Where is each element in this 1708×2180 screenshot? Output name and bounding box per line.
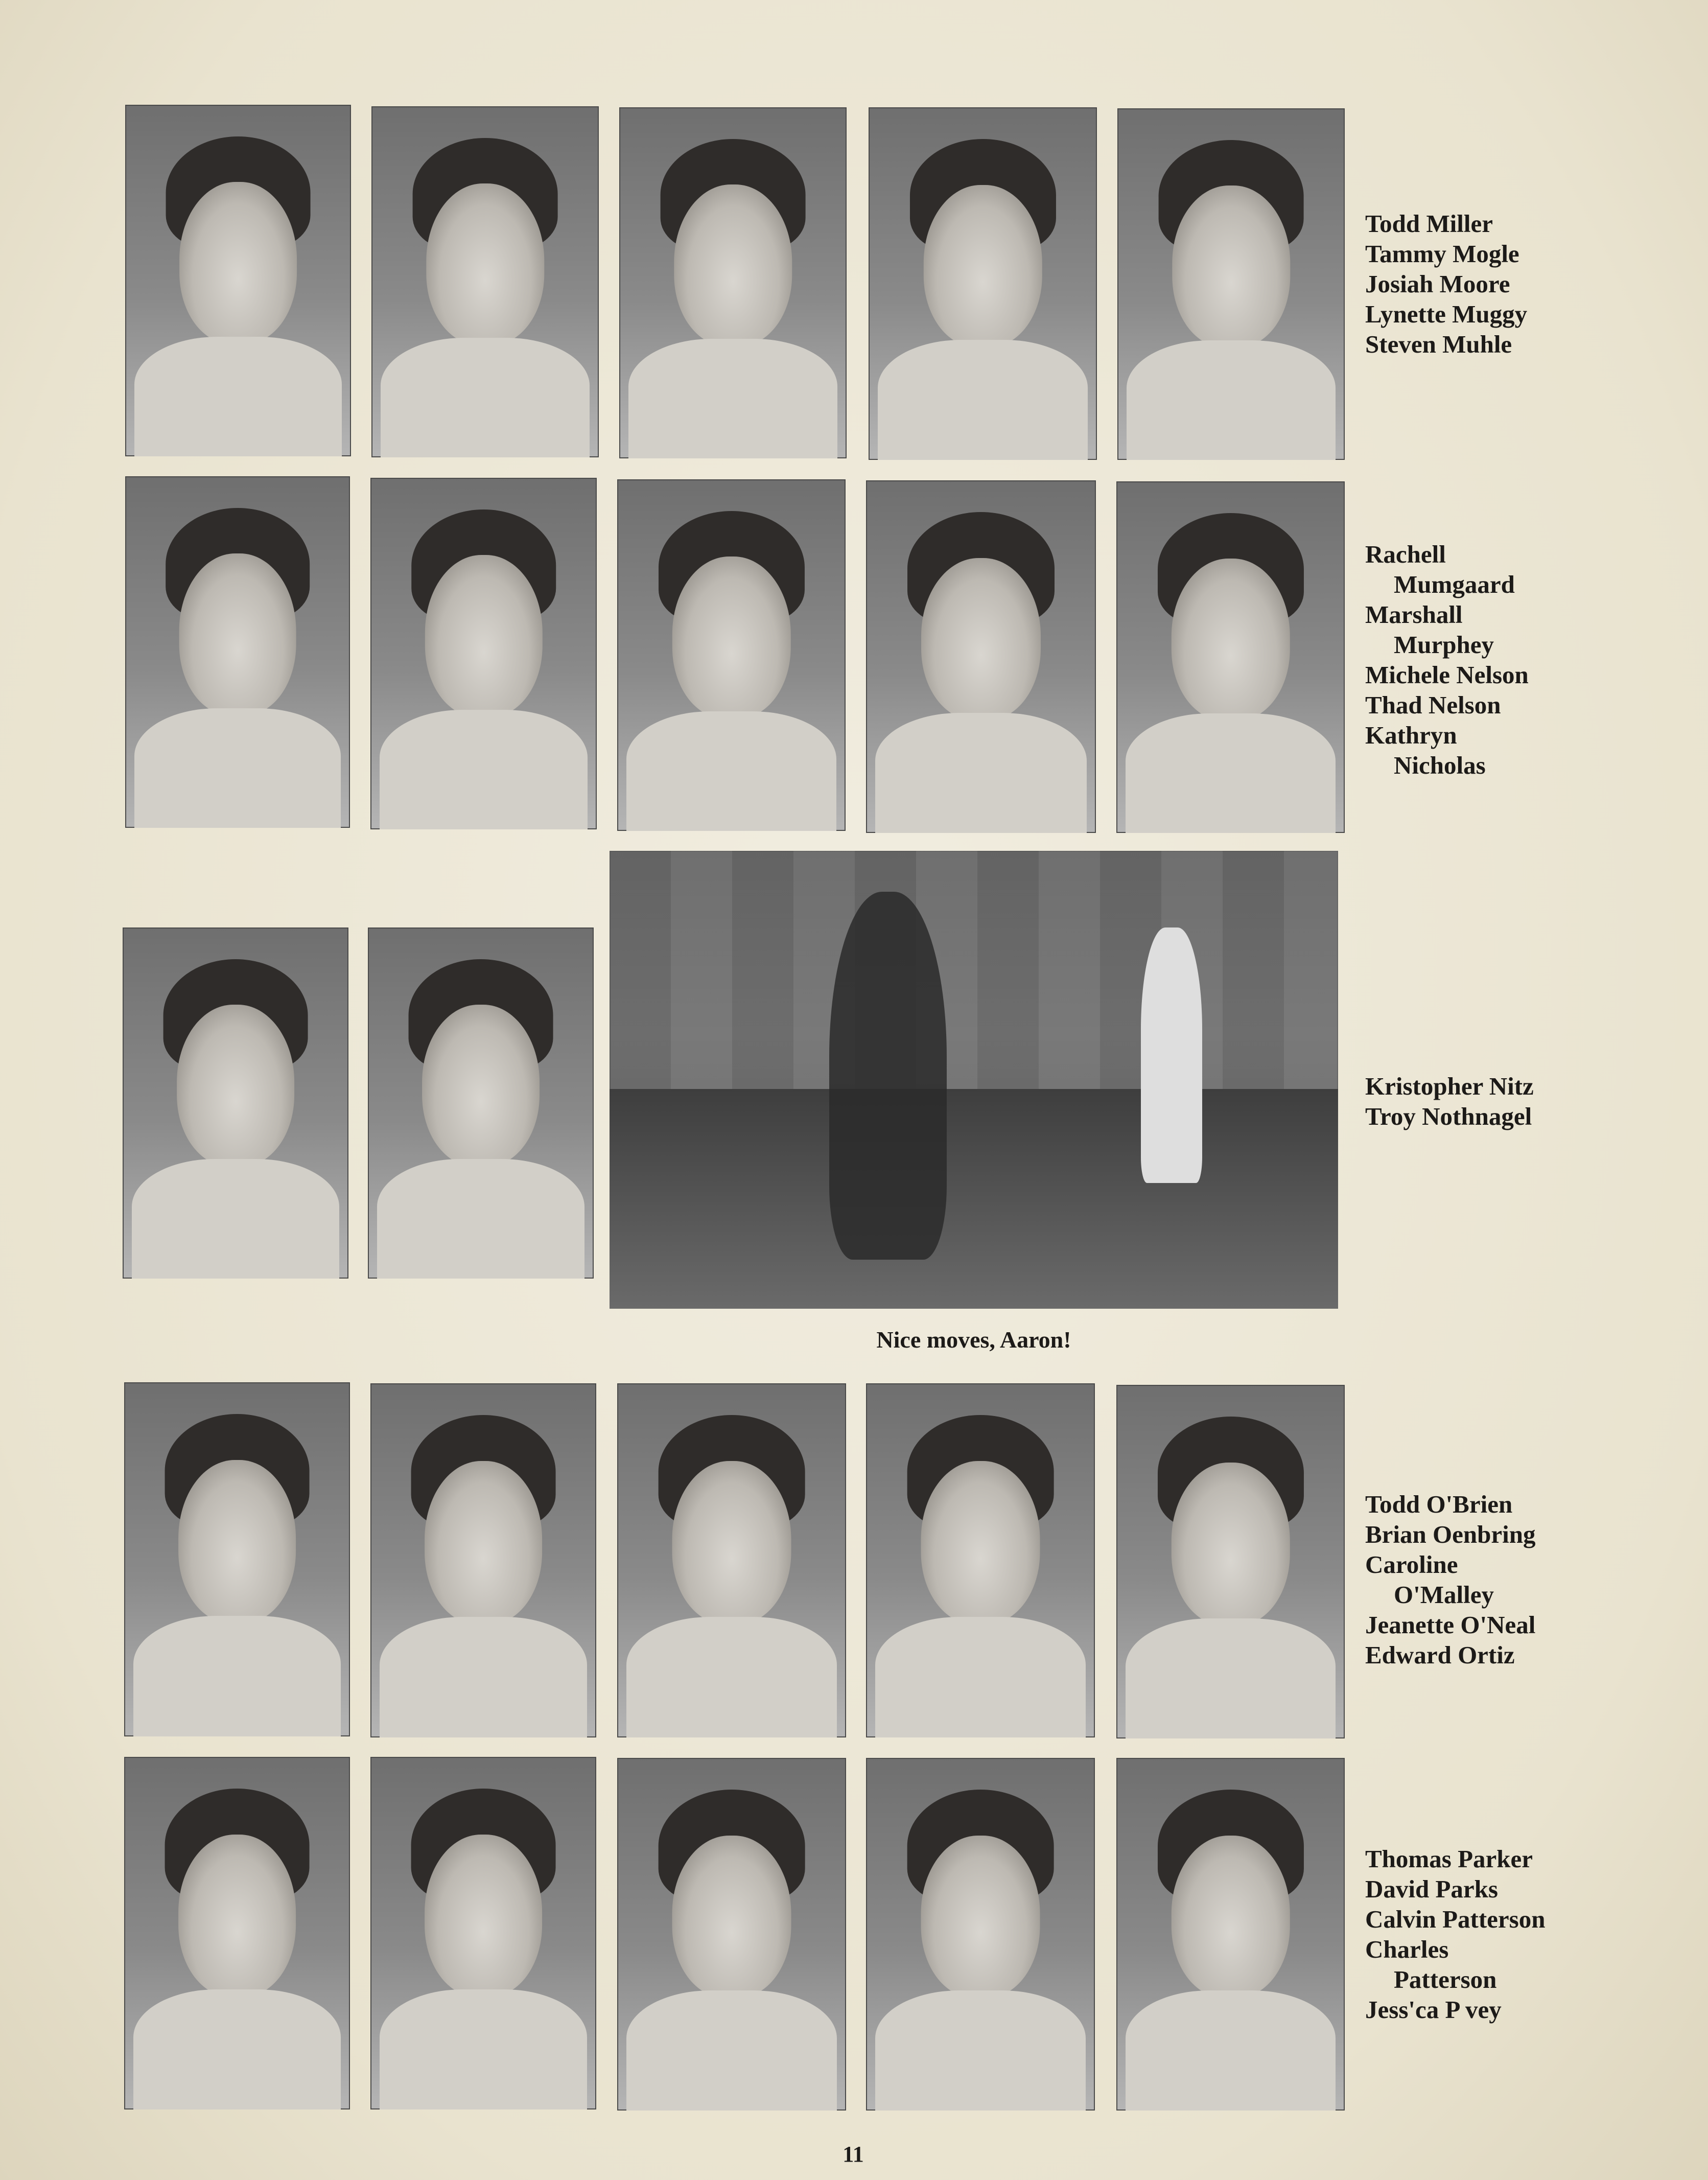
portrait-photo [370, 1757, 596, 2109]
portrait-photo [866, 1758, 1095, 2111]
student-name: David Parks [1365, 1875, 1499, 1903]
name-list [1365, 1844, 1662, 2025]
student-name: Murphey [1394, 631, 1494, 659]
student-name: Michele Nelson [1365, 661, 1529, 689]
student-name: Steven Muhle [1365, 330, 1512, 358]
student-name: Charles [1365, 1935, 1449, 1963]
portrait-photo [1116, 1758, 1345, 2111]
portrait-photo [125, 476, 350, 828]
name-list [1365, 1071, 1662, 1131]
student-name: Jeanette O'Neal [1365, 1611, 1536, 1639]
portrait-photo [370, 1383, 596, 1737]
student-name: Kathryn [1365, 721, 1457, 749]
portrait-photo [866, 480, 1096, 833]
name-list [1365, 539, 1662, 780]
action-photo [610, 851, 1338, 1309]
student-name: Josiah Moore [1365, 270, 1510, 298]
portrait-photo [371, 106, 599, 457]
student-name: Calvin Patterson [1365, 1905, 1546, 1933]
portrait-photo [1117, 108, 1345, 460]
portrait-photo [125, 105, 351, 456]
student-name: Todd O'Brien [1365, 1490, 1513, 1518]
student-name: Edward Ortiz [1365, 1641, 1515, 1669]
student-name: Todd Miller [1365, 210, 1493, 238]
portrait-photo [124, 1757, 350, 2109]
student-name: Mumgaard [1394, 570, 1515, 598]
page-number: 11 [843, 2142, 864, 2167]
portrait-photo [617, 479, 846, 831]
student-name: Brian Oenbring [1365, 1520, 1536, 1548]
portrait-photo [869, 107, 1097, 460]
student-name: Rachell [1365, 540, 1446, 568]
student-name: Thomas Parker [1365, 1845, 1533, 1873]
student-name: Kristopher Nitz [1365, 1072, 1534, 1100]
student-name: Thad Nelson [1365, 691, 1501, 719]
name-list [1365, 208, 1662, 359]
portrait-photo [123, 927, 348, 1279]
student-name: O'Malley [1394, 1581, 1494, 1609]
student-name: Nicholas [1394, 751, 1486, 779]
student-name: Jess'ca P vey [1365, 1996, 1502, 2024]
portrait-photo [619, 107, 847, 458]
student-name: Lynette Muggy [1365, 300, 1528, 328]
portrait-photo [1116, 481, 1345, 833]
student-name: Troy Nothnagel [1365, 1102, 1532, 1130]
student-name: Patterson [1394, 1965, 1497, 1993]
student-name: Tammy Mogle [1365, 240, 1519, 268]
portrait-photo [368, 927, 594, 1279]
student-name: Caroline [1365, 1550, 1458, 1579]
portrait-photo [124, 1382, 350, 1736]
photo-caption: Nice moves, Aaron! [876, 1327, 1071, 1353]
portrait-photo [1116, 1385, 1345, 1738]
portrait-photo [370, 478, 597, 829]
student-name: Marshall [1365, 600, 1463, 629]
portrait-photo [617, 1383, 846, 1737]
name-list [1365, 1489, 1662, 1670]
portrait-photo [866, 1383, 1095, 1737]
portrait-photo [617, 1758, 846, 2111]
